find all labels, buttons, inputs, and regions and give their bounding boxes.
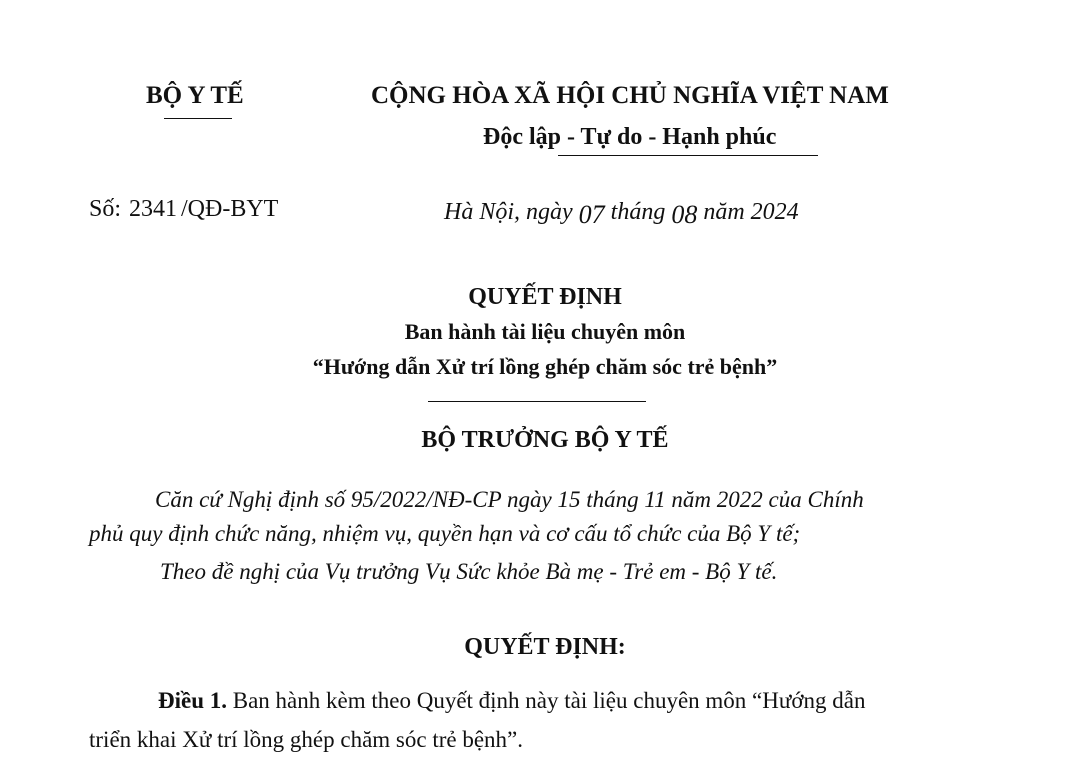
article-1-text-cont: triển khai Xử trí lồng ghép chăm sóc trẻ bệnh”. (89, 727, 524, 752)
article-1-label: Điều 1. (158, 688, 227, 713)
doc-number-value: 2341 (129, 196, 178, 222)
decision-subject-line1: Ban hành tài liệu chuyên môn (404, 319, 686, 344)
doc-number-suffix: /QĐ-BYT (181, 196, 279, 222)
ministry-name: BỘ Y TẾ (146, 82, 244, 109)
decision-title: QUYẾT ĐỊNH (468, 284, 622, 310)
place-date (444, 196, 799, 229)
decision-subject-line2: “Hướng dẫn Xử trí lồng ghép chăm sóc trẻ bệnh” (312, 354, 778, 379)
decides-heading: QUYẾT ĐỊNH: (464, 634, 626, 660)
national-title: CỘNG HÒA XÃ HỘI CHỦ NGHĨA VIỆT NAM (371, 82, 889, 109)
article-1 (158, 688, 865, 714)
legal-basis-line1-cont: phủ quy định chức năng, nhiệm vụ, quyền hạn và cơ cấu tổ chức của Bộ Y tế; (89, 521, 801, 546)
month-label: tháng (610, 199, 666, 225)
ministry-underline (164, 118, 232, 119)
document-number (89, 196, 278, 223)
date-month: 08 (671, 200, 698, 229)
doc-number-prefix: Số: (89, 196, 122, 222)
date-day: 07 (578, 200, 605, 229)
title-divider (428, 401, 646, 402)
place-label: Hà Nội, ngày (444, 199, 573, 225)
motto-underline (558, 155, 818, 156)
year-label: năm 2024 (703, 199, 799, 225)
authority-title: BỘ TRƯỞNG BỘ Y TẾ (421, 427, 669, 453)
legal-basis-line2: Theo đề nghị của Vụ trưởng Vụ Sức khỏe Bà mẹ - Trẻ em - Bộ Y tế. (160, 559, 778, 584)
legal-basis-line1: Căn cứ Nghị định số 95/2022/NĐ-CP ngày 15 tháng 11 năm 2022 của Chính (155, 487, 864, 512)
national-motto: Độc lập - Tự do - Hạnh phúc (483, 124, 777, 150)
article-1-text: Ban hành kèm theo Quyết định này tài liệu chuyên môn “Hướng dẫn (232, 688, 866, 713)
